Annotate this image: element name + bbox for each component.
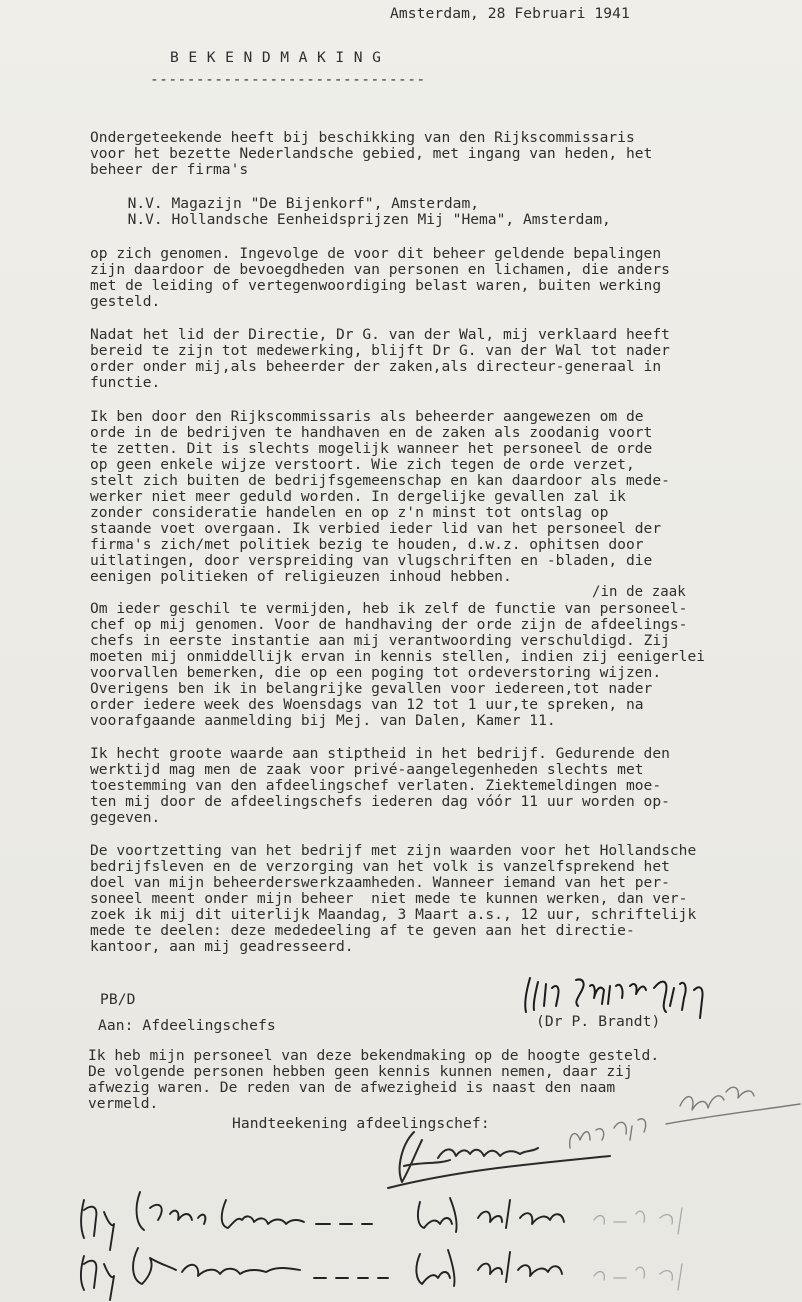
paragraph-intro bbox=[90, 130, 652, 178]
signature-label: Handteekening afdeelingschef: bbox=[232, 1115, 490, 1132]
text-line: De voortzetting van het bedrijf met zijn waarden voor het Hollandsche bbox=[90, 842, 697, 859]
text-line: chefs in eerste instantie aan mij verantwoording verschuldigd. Zij bbox=[90, 632, 670, 649]
text-line: kantoor, aan mij geadresseerd. bbox=[90, 938, 354, 955]
addressee: Aan: Afdeelingschefs bbox=[98, 1017, 276, 1034]
paragraph-personnel-chef bbox=[90, 601, 705, 729]
text-line: op geen enkele wijze verstoort. Wie zich tegen de orde verzet, bbox=[90, 456, 635, 473]
text-line: bereid te zijn tot medewerking, blijft Dr G. van der Wal tot nader bbox=[90, 342, 670, 359]
text-line: werker niet meer geduld worden. In dergelijke gevallen zal ik bbox=[90, 488, 626, 505]
text-line: beheer der firma's bbox=[90, 161, 249, 178]
title-underline: ------------------------------ bbox=[150, 71, 426, 88]
text-line: functie. bbox=[90, 374, 161, 391]
text-line: order onder mij,als beheerder der zaken,als directeur-generaal in bbox=[90, 358, 662, 375]
handwritten-insert: /in de zaak bbox=[592, 584, 686, 600]
text-line: Om ieder geschil te vermijden, heb ik zelf de functie van personeel- bbox=[90, 600, 688, 617]
text-line: Ondergeteekende heeft bij beschikking van den Rijkscommissaris bbox=[90, 129, 635, 146]
paragraph-continuation bbox=[90, 843, 696, 955]
text-line: voor het bezette Nederlandsche gebied, met ingang van heden, het bbox=[90, 145, 653, 162]
paragraph-order bbox=[90, 409, 670, 585]
text-line: toestemming van den afdeelingschef verlaten. Ziektemeldingen moe- bbox=[90, 777, 662, 794]
place-date: Amsterdam, 28 Februari 1941 bbox=[390, 5, 630, 22]
text-line: ten mij door de afdeelingschefs iederen dag vóór 11 uur worden op- bbox=[90, 793, 670, 810]
text-line: gesteld. bbox=[90, 293, 161, 310]
text-line: voorafgaande aanmelding bij Mej. van Dalen, Kamer 11. bbox=[90, 712, 556, 729]
text-line: uitlatingen, door verspreiding van vlugschriften en -bladen, die bbox=[90, 552, 653, 569]
text-line: orde in de bedrijven te handhaven en de zaken als zoodanig voort bbox=[90, 424, 653, 441]
text-line: soneel meent onder mijn beheer niet mede te kunnen werken, dan ver- bbox=[90, 890, 688, 907]
text-line: gegeven. bbox=[90, 809, 161, 826]
text-line: met de leiding of vertegenwoordiging belast waren, buiten werking bbox=[90, 277, 662, 294]
text-line: moeten mij onmiddellijk ervan in kennis stellen, indien zij eenigerlei bbox=[90, 648, 706, 665]
paragraph-punctuality bbox=[90, 746, 670, 826]
firm-line: N.V. Hollandsche Eenheidsprijzen Mij "Hema", Amsterdam, bbox=[110, 211, 611, 228]
text-line: voorvallen bemerken, die op een poging tot ordeverstoring wijzen. bbox=[90, 664, 662, 681]
handwritten-absence-entries bbox=[70, 1178, 790, 1302]
text-line: zonder consideratie handelen en op z'n minst tot ontslag op bbox=[90, 504, 609, 521]
text-line: order iedere week des Woensdags van 12 tot 1 uur,te spreken, na bbox=[90, 696, 644, 713]
text-line: firma's zich/met politiek bezig te houden, d.w.z. ophitsen door bbox=[90, 536, 644, 553]
text-line: Ik ben door den Rijkscommissaris als beheerder aangewezen om de bbox=[90, 408, 644, 425]
text-line: Ik hecht groote waarde aan stiptheid in het bedrijf. Gedurende den bbox=[90, 745, 670, 762]
text-line: doel van mijn beheerderswerkzaamheden. Wanneer iemand van het per- bbox=[90, 874, 670, 891]
text-line: Nadat het lid der Directie, Dr G. van der Wal, mij verklaard heeft bbox=[90, 326, 670, 343]
text-line: vermeld. bbox=[88, 1095, 159, 1112]
text-line: stelt zich buiten de bedrijfsgemeenschap en kan daardoor als mede- bbox=[90, 472, 670, 489]
paragraph-directie bbox=[90, 327, 670, 391]
text-line: Overigens ben ik in belangrijke gevallen voor iedereen,tot nader bbox=[90, 680, 653, 697]
text-line: afwezig waren. De reden van de afwezigheid is naast den naam bbox=[88, 1079, 616, 1096]
paragraph-firms bbox=[110, 196, 611, 228]
text-line: zoek ik mij dit uiterlijk Maandag, 3 Maart a.s., 12 uur, schriftelijk bbox=[90, 906, 697, 923]
text-line: op zich genomen. Ingevolge de voor dit beheer geldende bepalingen bbox=[90, 245, 662, 262]
text-line: Ik heb mijn personeel van deze bekendmaking op de hoogte gesteld. bbox=[88, 1047, 660, 1064]
signer-name: (Dr P. Brandt) bbox=[536, 1013, 661, 1030]
text-line: eenigen politieken of religieuzen inhoud hebben. bbox=[90, 568, 512, 585]
director-signature bbox=[516, 968, 731, 1020]
text-line: staande voet overgaan. Ik verbied ieder lid van het personeel der bbox=[90, 520, 662, 537]
reference-code: PB/D bbox=[100, 991, 136, 1008]
text-line: werktijd mag men de zaak voor privé-aangelegenheden slechts met bbox=[90, 761, 644, 778]
paragraph-powers bbox=[90, 246, 670, 310]
firm-line: N.V. Magazijn "De Bijenkorf", Amsterdam, bbox=[110, 195, 480, 212]
text-line: te zetten. Dit is slechts mogelijk wanneer het personeel de orde bbox=[90, 440, 653, 457]
text-line: chef op mij genomen. Voor de handhaving der orde zijn de afdeelings- bbox=[90, 616, 688, 633]
text-line: mede te deelen: deze mededeeling af te geven aan het directie- bbox=[90, 922, 635, 939]
text-line: bedrijfsleven en de verzorging van het volk is vanzelfsprekend het bbox=[90, 858, 670, 875]
text-line: zijn daardoor de bevoegdheden van personen en lichamen, die anders bbox=[90, 261, 670, 278]
text-line: De volgende personen hebben geen kennis kunnen nemen, daar zij bbox=[88, 1063, 633, 1080]
document-title: B E K E N D M A K I N G bbox=[170, 49, 382, 66]
